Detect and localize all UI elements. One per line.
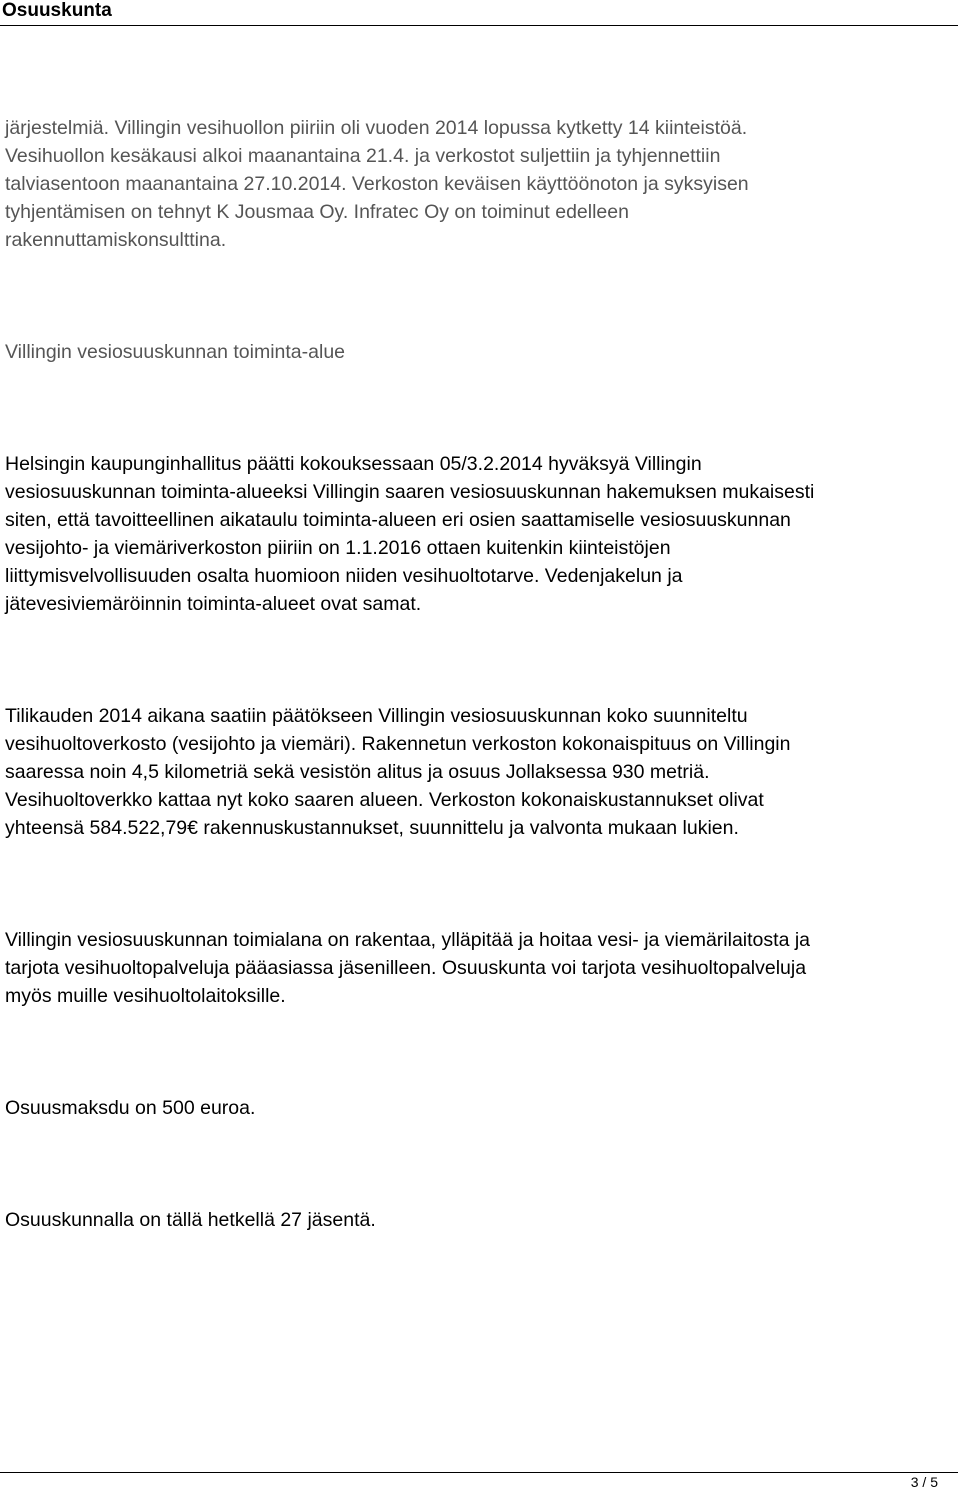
paragraph-line: vesihuoltoverkosto (vesijohto ja viemäri). Rakennetun verkoston kokonaispituus on Villingin [5,733,791,755]
paragraph-line: Tilikauden 2014 aikana saatiin päätökseen Villingin vesiosuuskunnan koko suunniteltu [5,705,748,727]
paragraph-line: Osuusmaksdu on 500 euroa. [5,1097,256,1119]
paragraph-line: tarjota vesihuoltopalveluja pääasiassa jäsenilleen. Osuuskunta voi tarjota vesihuoltopalveluja [5,957,807,979]
paragraph-line: rakennuttamiskonsulttina. [5,229,227,251]
paragraph-line: järjestelmiä. Villingin vesihuollon piiriin oli vuoden 2014 lopussa kytketty 14 kiinteistöä. [5,117,748,139]
paragraph-line: Helsingin kaupunginhallitus päätti kokouksessaan 05/3.2.2014 hyväksyä Villingin [5,453,702,475]
paragraph-line: Vesihuoltoverkko kattaa nyt koko saaren alueen. Verkoston kokonaiskustannukset olivat [5,789,764,811]
page-number: 3 / 5 [910,1474,938,1490]
intro-paragraph [5,114,945,254]
network-paragraph [5,702,945,842]
paragraph-line: Osuuskunnalla on tällä hetkellä 27 jäsentä. [5,1209,376,1231]
page-header-title: Osuuskunta [2,0,112,21]
paragraph-line: Vesihuollon kesäkausi alkoi maanantaina 21.4. ja verkostot suljettiin ja tyhjennettiin [5,145,721,167]
service-area-paragraph [5,450,945,618]
paragraph-line: tyhjentämisen on tehnyt K Jousmaa Oy. Infratec Oy on toiminut edelleen [5,201,629,223]
paragraph-line: vesiosuuskunnan toiminta-alueeksi Villingin saaren vesiosuuskunnan hakemuksen mukaisesti [5,481,815,503]
paragraph-line: talviasentoon maanantaina 27.10.2014. Verkoston keväisen käyttöönoton ja syksyisen [5,173,749,195]
section-heading [5,338,945,366]
section-heading-text: Villingin vesiosuuskunnan toiminta-alue [5,341,346,363]
purpose-paragraph [5,926,945,1010]
footer-divider [0,1472,958,1473]
header-divider [0,25,958,26]
paragraph-line: saaressa noin 4,5 kilometriä sekä vesistön alitus ja osuus Jollaksessa 930 metriä. [5,761,710,783]
paragraph-line: myös muille vesihuoltolaitoksille. [5,985,286,1007]
paragraph-line: liittymisvelvollisuuden osalta huomioon niiden vesihuoltotarve. Vedenjakelun ja [5,565,683,587]
paragraph-line: yhteensä 584.522,79€ rakennuskustannukset, suunnittelu ja valvonta mukaan lukien. [5,817,739,839]
paragraph-line: jätevesiviemäröinnin toiminta-alueet ovat samat. [5,593,422,615]
member-count-paragraph [5,1206,945,1234]
paragraph-line: siten, että tavoitteellinen aikataulu toiminta-alueen eri osien saattamiselle vesiosuuskunnan [5,509,791,531]
paragraph-line: vesijohto- ja viemäriverkoston piiriin on 1.1.2016 ottaen kuitenkin kiinteistöjen [5,537,671,559]
paragraph-line: Villingin vesiosuuskunnan toimialana on rakentaa, ylläpitää ja hoitaa vesi- ja viemärilaitosta ja [5,929,811,951]
membership-fee-paragraph [5,1094,945,1122]
